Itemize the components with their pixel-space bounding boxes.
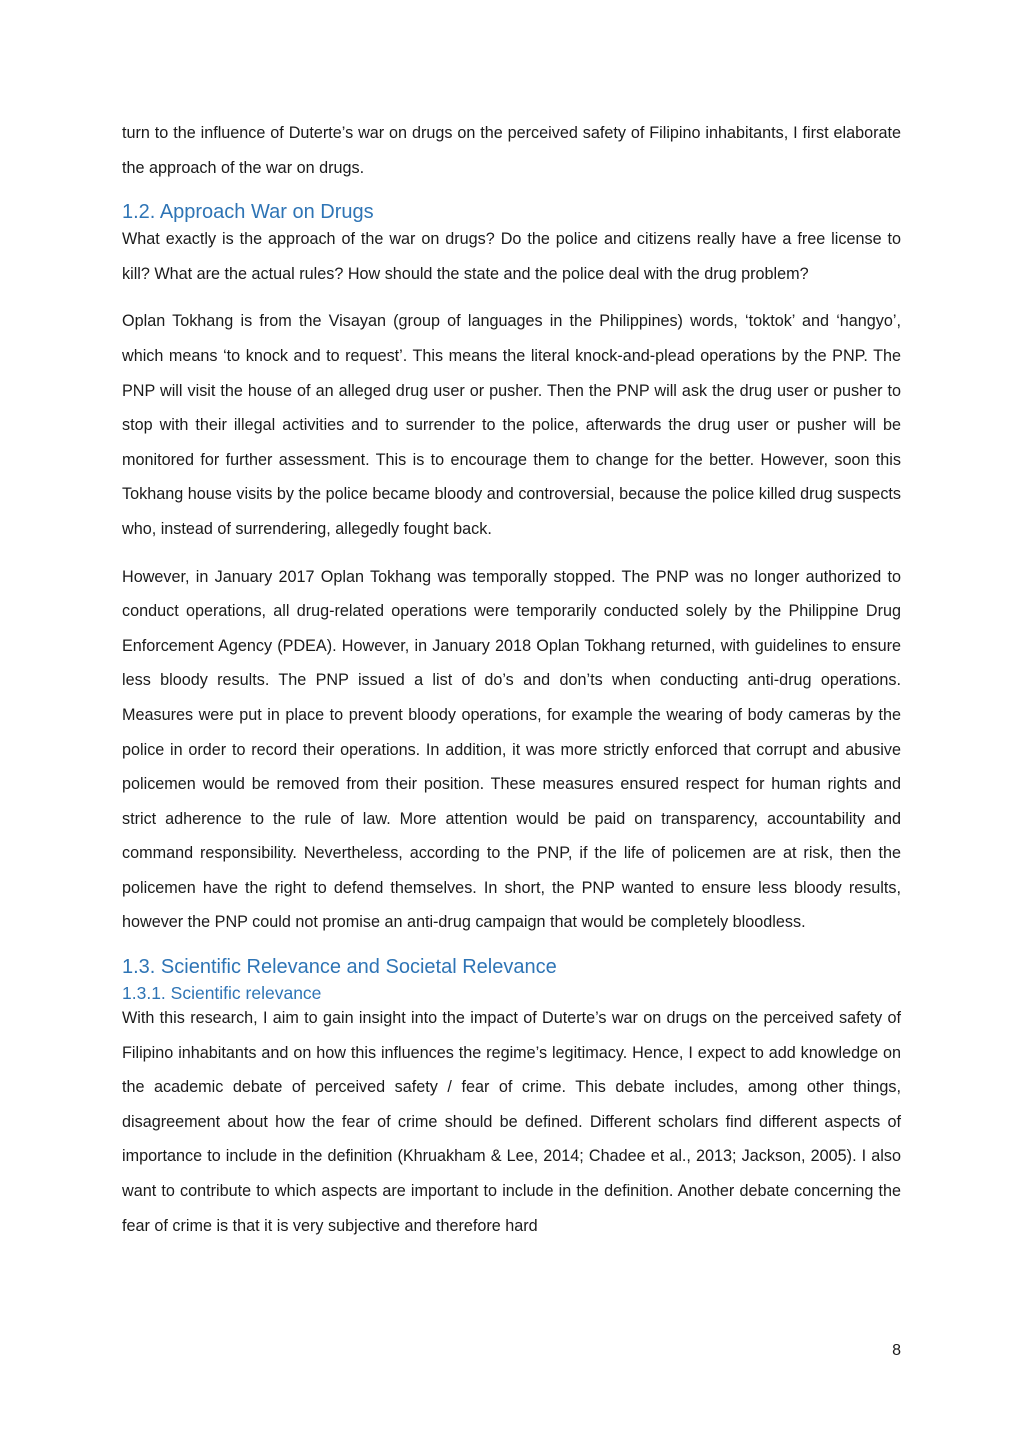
page-number: 8 [892,1342,901,1359]
section-1-2-paragraph-2: Oplan Tokhang is from the Visayan (group of languages in the Philippines) words, ‘toktok’ and ‘hangyo’, which means ‘to knock and to request’. This means the literal knock-and-plead operations by the PNP. The PNP will visit the house of an alleged drug user or pusher. Then the PNP will ask the drug user or pusher to stop with their illegal activities and to surrender to the police, afterwards the drug user or pusher will be monitored for further assessment. This is to encourage them to change for the better. However, soon this Tokhang house visits by the police became bloody and controversial, because the police killed drug suspects who, instead of surrendering, allegedly fought back. [122,312,901,538]
section-1-3-heading: 1.3. Scientific Relevance and Societal Relevance [122,956,557,979]
document-body [122,116,901,1256]
section-1-3-1-subheading: 1.3.1. Scientific relevance [122,983,322,1004]
section-1-3-1-paragraph: With this research, I aim to gain insight into the impact of Duterte’s war on drugs on the perceived safety of Filipino inhabitants and on how this influences the regime’s legitimacy. Hence, I expect to add knowledge on the academic debate of perceived safety / fear of crime. This debate includes, among other things, disagreement about how the fear of crime should be defined. Different scholars find different aspects of importance to include in the definition (Khruakham & Lee, 2014; Chadee et al., 2013; Jackson, 2005). I also want to contribute to which aspects are important to include in the definition. Another debate concerning the fear of crime is that it is very subjective and therefore hard [122,1009,901,1235]
intro-continuation-paragraph: turn to the influence of Duterte’s war on drugs on the perceived safety of Filipino inhabitants, I first elaborate the approach of the war on drugs. [122,124,901,177]
section-1-2-heading: 1.2. Approach War on Drugs [122,201,374,224]
section-1-2-paragraph-1: What exactly is the approach of the war on drugs? Do the police and citizens really have a free license to kill? What are the actual rules? How should the state and the police deal with the drug problem? [122,230,901,283]
section-1-2-paragraph-3: However, in January 2017 Oplan Tokhang was temporally stopped. The PNP was no longer authorized to conduct operations, all drug-related operations were temporarily conducted solely by the Philippine Drug Enforcement Agency (PDEA). However, in January 2018 Oplan Tokhang returned, with guidelines to ensure less bloody results. The PNP issued a list of do’s and don’ts when conducting anti-drug operations. Measures were put in place to prevent bloody operations, for example the wearing of body cameras by the police in order to record their operations. In addition, it was more strictly enforced that corrupt and abusive policemen would be removed from their position. These measures ensured respect for human rights and strict adherence to the rule of law. More attention would be paid on transparency, accountability and command responsibility. Nevertheless, according to the PNP, if the life of policemen are at risk, then the policemen have the right to defend themselves. In short, the PNP wanted to ensure less bloody results, however the PNP could not promise an anti-drug campaign that would be completely bloodless. [122,567,901,932]
